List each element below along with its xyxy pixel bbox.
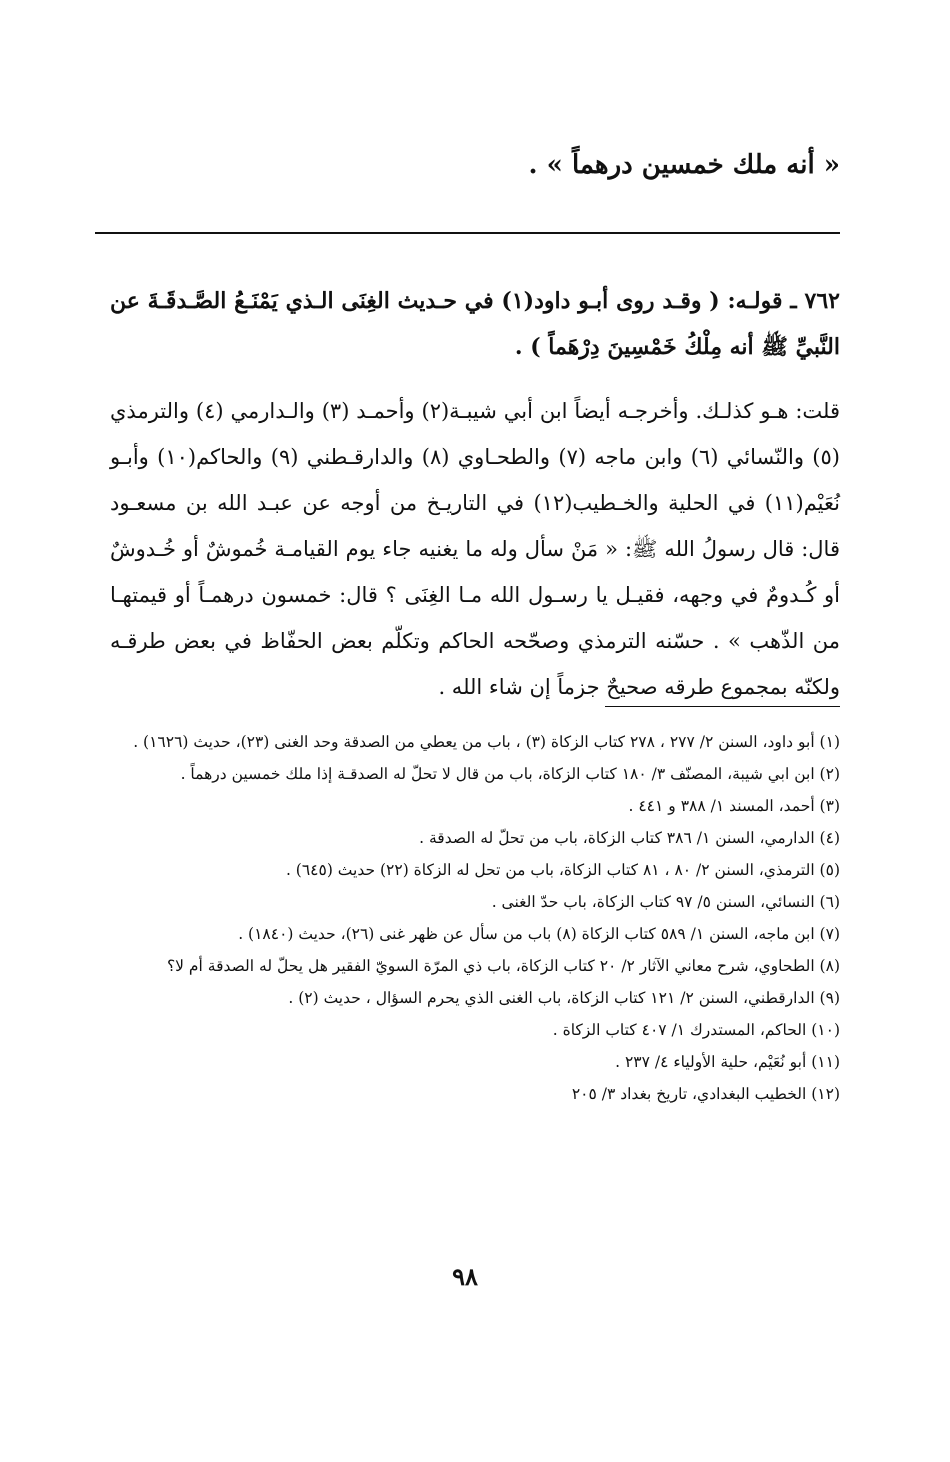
footnote-item: (٩) الدارقطني، السنن ٢/ ١٢١ كتاب الزكاة، باب الغنى الذي يحرم السؤال ، حديث (٢) .: [288, 989, 840, 1007]
footnote-item: (٦) النسائي، السنن ٥/ ٩٧ كتاب الزكاة، باب حدّ الغنى .: [491, 893, 840, 911]
page-number: ٩٨: [452, 1262, 478, 1291]
page-top-line: « أنه ملك خمسين درهماً » .: [528, 150, 840, 180]
footnote-item: (٣) أحمد، المسند ١/ ٣٨٨ و ٤٤١ .: [628, 797, 840, 815]
commentary-paragraph: قلت: هـو كذلـك. وأخرجـه أيضاً ابن أبي شيبـة(٢) وأحمـد (٣) والـدارمي (٤) والترمذي (٥) والنّسائي (٦) وابن ماجه (٧) والطحـاوي (٨) والدارقـطني (٩) والحاكم(١٠) وأبـو نُعَيْم(١١) في الحلية والخـطيب(١٢) في التاريـخ من أوجه عن عبـد الله بن مسعـود قال: قال رسولُ الله ﷺ: « مَنْ سأل وله ما يغنيه جاء يوم القيامـة خُموشٌ أو خُـدوشٌ أو كُـدومٌ في وجهه، فقيـل يا رسـول الله مـا الغِنَى ؟ قال: خمسون درهمـاً أو قيمتهـا من الذّهب » . حسّنه الترمذي وصحّحه الحاكم وتكلّم بعض الحفّاظ في بعض طرقـه ولكنّه بمجموع طرقه صحيحٌ جزماً إن شاء الله .: [110, 399, 841, 699]
footnote-item: (٨) الطحاوي، شرح معاني الآثار ٢/ ٢٠ كتاب الزكاة، باب ذي المرّة السويّ الفقير هل يحلّ له الصدقة أم لا؟: [166, 957, 840, 975]
footnote-item: (٤) الدارمي، السنن ١/ ٣٨٦ كتاب الزكاة، باب من تحلّ له الصدقة .: [419, 829, 840, 847]
footnote-item: (٢) ابن ابي شيبة، المصنّف ٣/ ١٨٠ كتاب الزكاة، باب من قال لا تحلّ له الصدقـة إذا ملك خمسين درهماً .: [180, 765, 840, 783]
footnotes-list: [105, 726, 840, 1110]
header-divider: [95, 232, 840, 234]
quote-paragraph: ٧٦٢ ـ قولـه: ( وقـد روى أبـو داود(١) في حـديث الغِنَى الـذي يَمْنَـعُ الصَّـدقَـةَ عن النَّبيِّ ﷺ أنه مِلْكُ خَمْسِينَ دِرْهَماً ) .: [110, 288, 840, 360]
footnote-item: (٥) الترمذي، السنن ٢/ ٨٠ ، ٨١ كتاب الزكاة، باب من تحل له الزكاة (٢٢) حديث (٦٤٥) .: [285, 861, 840, 879]
footnote-item: (٧) ابن ماجه، السنن ١/ ٥٨٩ كتاب الزكاة (٨) باب من سأل عن ظهر غنى (٢٦)، حديث (١٨٤٠) .: [238, 925, 840, 943]
footnote-item: (١) أبو داود، السنن ٢/ ٢٧٧ ، ٢٧٨ كتاب الزكاة (٣) ، باب من يعطي من الصدقة وحد الغنى (٢٣)، حديث (١٦٢٦) .: [133, 733, 840, 751]
footnote-item: (١٠) الحاكم، المستدرك ١/ ٤٠٧ كتاب الزكاة .: [552, 1021, 840, 1039]
footnote-divider: [605, 706, 840, 707]
footnote-item: (١١) أبو نُعَيْم، حلية الأولياء ٤/ ٢٣٧ .: [615, 1053, 840, 1071]
footnote-item: (١٢) الخطيب البغدادي، تاريخ بغداد ٣/ ٢٠٥: [571, 1085, 840, 1103]
